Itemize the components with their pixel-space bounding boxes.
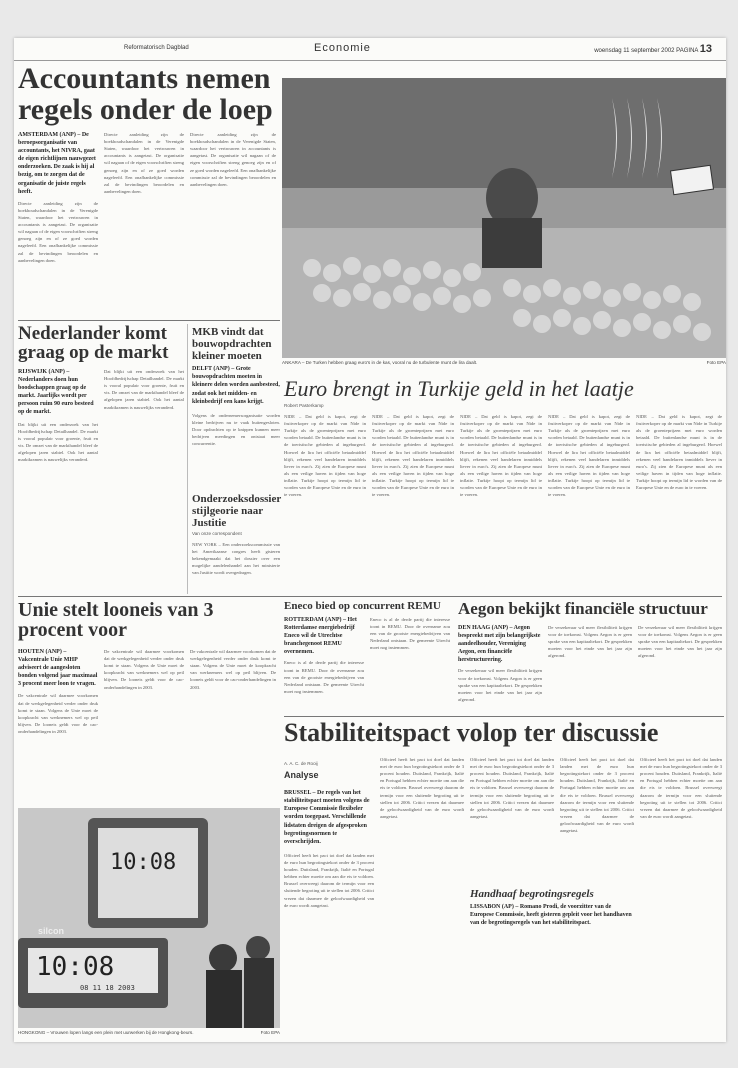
headline-mkb: MKB vindt dat bouwopdrachten kleiner moeten (192, 326, 272, 363)
paper-name: Reformatorisch Dagblad (124, 45, 189, 51)
article-nederlander (18, 324, 186, 363)
article-stijlgeorie (192, 493, 280, 581)
sub-lead: LISSABON (AP) – Romano Prodi, de voorzitter van de Europese Commissie, heeft gisteren gepleit voor het handhaven van de begrotingsregels van het stabiliteitspact. (470, 904, 632, 927)
body-aegon-3: De verzekeraar wil meer flexibiliteit krijgen voor de toekomst. Volgens Aegon is er geen sprake van een kapitaaltekort. De gesprekken moeten voor het einde van het jaar zijn afgerond. (638, 625, 722, 659)
clock-display-top: 10:08 (110, 850, 177, 875)
byline-stabiliteit: A. A. C. de Rooij (284, 760, 318, 766)
vertical-rule-1 (187, 324, 188, 594)
lead-eneco: ROTTERDAM (ANP) – Het Rotterdamse energiebedrijf Eneco wil de Utrechtse branchegenoot REMU overnemen. (284, 617, 357, 656)
body-turkije-2: NIDE – Dat geld is kapot, zegt de fruitverkoper op de markt van Nide in Turkije als de groenteprijzen met euro worden betaald. De buitenlandse munt is in de toeristische gebieden al ingeburgerd. Hoewel de lira het officiële betaalmiddel blijft, rekenen veel handelaren inmiddels liever in euro's. Zij zien de Europese munt als een veilige haven in tijden van hoge inflatie. Turkije hoopt op termijn lid te worden van de Europese Unie en de euro in te voeren. (372, 414, 454, 498)
stabiliteit-subsection (470, 888, 634, 933)
body-stabiliteit-3: Officieel heeft het pact tot doel dat landen met de euro hun begrotingstekort onder de 3 procent houden. Duitsland, Frankrijk, Italië en Portugal hebben echter moeite om aan die eis te voldoen. Brussel overweegt daarom de termijn voor een sluitende begroting uit te stellen tot 2006. Critici vrezen dat daarmee de geloofwaardigheid van de euro wordt aangetast. (470, 757, 554, 819)
clock-caption-block (18, 1030, 280, 1036)
headline-nederlander: Nederlander komt graag op de markt (18, 323, 169, 364)
headline-accountants: Accountants nemen regels onder de loep (18, 62, 273, 126)
turkije-col-3 (460, 413, 542, 593)
body-turkije-1: NIDE – Dat geld is kapot, zegt de fruitverkoper op de markt van Nide in Turkije als de groenteprijzen met euro worden betaald. De buitenlandse munt is in de toeristische gebieden al ingeburgerd. Hoewel de lira het officiële betaalmiddel blijft, rekenen veel handelaren inmiddels liever in euro's. Zij zien de Europese munt als een veilige haven in tijden van hoge inflatie. Turkije hoopt op termijn lid te worden van de Europese Unie en de euro in te voeren. (284, 414, 366, 498)
market-photo-illustration (282, 78, 726, 358)
turkije-col-4 (548, 413, 630, 593)
page-number: 13 (699, 43, 712, 55)
stabiliteit-col-5 (640, 756, 722, 1026)
clock-caption: HONGKONG – Vrouwen lopen langs een plein met uurwerken bij de Hongkong-beurs. (18, 1030, 194, 1035)
unie-col-1 (18, 648, 98, 735)
clock-credit: Foto EPA (260, 1030, 280, 1035)
rule-1 (18, 320, 280, 321)
headline-turkije: Euro brengt in Turkije geld in het laatje (284, 376, 634, 401)
subhead-begrotingsregels: Handhaaf begrotingsregels (470, 888, 594, 900)
body-stabiliteit: Officieel heeft het pact tot doel dat landen met de euro hun begrotingstekort onder de 3 procent houden. Duitsland, Frankrijk, Italië en Portugal hebben echter moeite om aan die eis te voldoen. Brussel overweegt daarom de termijn voor een sluitende begroting uit te stellen tot 2006. Critici vrezen dat daarmee de geloofwaardigheid van de euro wordt aangetast. (284, 852, 374, 908)
article-mkb (192, 326, 280, 452)
eneco-col-2 (370, 616, 450, 711)
unie-col-3 (190, 648, 276, 803)
clock-date: 08 11 18 2003 (80, 984, 135, 992)
body-unie-3: De vakcentrale wil daarmee voorkomen dat de werkgelegenheid verder onder druk komt te staan. Volgens de Unie moet de koopkracht van werknemers wel op peil blijven. De looneis geldt voor de cao-onderhandelingen in 2003. (190, 649, 276, 690)
body-eneco: Eneco is al de derde partij die interesse toont in REMU. Door de overname zou een van de grootste energiebedrijven van Nederland ontstaan. De gemeente Utrecht moet nog instemmen. (284, 660, 364, 694)
rule-2 (18, 596, 722, 597)
headline-stijlgeorie: Onderzoeksdossier stijlgeorie naar Justitie (192, 493, 282, 530)
body-turkije-5: NIDE – Dat geld is kapot, zegt de fruitverkoper op de markt van Nide in Turkije als de groenteprijzen met euro worden betaald. De buitenlandse munt is in de toeristische gebieden al ingeburgerd. Hoewel de lira het officiële betaalmiddel blijft, rekenen veel handelaren inmiddels liever in euro's. Zij zien de Europese munt als een veilige haven in tijden van hoge inflatie. Turkije hoopt op termijn lid te worden van de Europese Unie en de euro in te voeren. (636, 414, 722, 491)
market-caption: ANKARA – De Turken hebben graag euro's in de kas, vooral nu de turbulente munt de lira daalt. (282, 360, 478, 365)
body-accountants-3: Directe aanleiding zijn de boekhoudschandalen in de Verenigde Staten, waardoor het vertrouwen in accountants is aangetast. De organisatie wil nagaan of de eigen voorschriften streng genoeg zijn en of ze goed worden nageleefd. Een onafhankelijke commissie zal de bevindingen beoordelen en aanbevelingen doen. (190, 132, 276, 187)
headline-eneco: Eneco bied op concurrent REMU (284, 600, 441, 612)
headline-unie: Unie stelt looneis van 3 procent voor (18, 599, 214, 642)
body-eneco-2: Eneco is al de derde partij die interesse toont in REMU. Door de overname zou een van de grootste energiebedrijven van Nederland ontstaan. De gemeente Utrecht moet nog instemmen. (370, 617, 450, 651)
stabiliteit-intro (284, 756, 374, 913)
article-turkije (284, 378, 724, 413)
page-label: PAGINA (676, 48, 699, 54)
clock-brand: silcon (38, 926, 65, 936)
byline-turkije: Robert Pasterkamp (284, 403, 324, 409)
lead-stabiliteit: BRUSSEL – De regels van het stabiliteitspact moeten volgens de Europese Commissie flexibeler worden toegepast. Verschillende lidstaten dreigen de afgesproken begrotingsnormen te overschrijden. (284, 790, 370, 845)
turkije-col-5 (636, 413, 722, 593)
headline-aegon: Aegon bekijkt financiële structuur (458, 599, 708, 618)
body-aegon-2: De verzekeraar wil meer flexibiliteit krijgen voor de toekomst. Volgens Aegon is er geen sprake van een kapitaaltekort. De gesprekken moeten voor het einde van het jaar zijn afgerond. (548, 625, 632, 659)
article-eneco (284, 600, 452, 612)
lead-unie: HOUTEN (ANP) – Vakcentrale Unie MHP adviseert de aangesloten bonden volgend jaar maximaal 3 procent meer loon te vragen. (18, 649, 98, 688)
body-unie: De vakcentrale wil daarmee voorkomen dat de werkgelegenheid verder onder druk komt te staan. Volgens de Unie moet de koopkracht van werknemers wel op peil blijven. De looneis geldt voor de cao-onderhandelingen in 2003. (18, 693, 98, 735)
nederlander-col-1 (18, 368, 98, 463)
body-turkije-4: NIDE – Dat geld is kapot, zegt de fruitverkoper op de markt van Nide in Turkije als de groenteprijzen met euro worden betaald. De buitenlandse munt is in de toeristische gebieden al ingeburgerd. Hoewel de lira het officiële betaalmiddel blijft, rekenen veel handelaren inmiddels liever in euro's. Zij zien de Europese munt als een veilige haven in tijden van hoge inflatie. Turkije hoopt op termijn lid te worden van de Europese Unie en de euro in te voeren. (548, 414, 630, 498)
aegon-col-1 (458, 624, 542, 703)
body-nederlander: Dat blijkt uit een onderzoek van het Hoofdbedrijfschap Detailhandel. De markt is vooral populair voor groente, fruit en vis. De omzet van de markthandel bleef de afgelopen jaren stabiel. Ook het aantal marktkramen is nauwelijks veranderd. (18, 421, 98, 463)
article-accountants (18, 64, 280, 125)
body-accountants: Directe aanleiding zijn de boekhoudschandalen in de Verenigde Staten, waardoor het vertrouwen in accountants is aangetast. De organisatie wil nagaan of de eigen voorschriften streng genoeg zijn en of ze goed worden nageleefd. Een onafhankelijke commissie zal de bevindingen beoordelen en aanbevelingen doen. (18, 200, 98, 263)
kicker-analyse: Analyse (284, 770, 319, 781)
lead-aegon: DEN HAAG (ANP) – Aegon bespreekt met zijn belangrijkste aandeelhouder, Vereniging Aegon, een financiële herstructurering. (458, 625, 541, 664)
body-turkije-3: NIDE – Dat geld is kapot, zegt de fruitverkoper op de markt van Nide in Turkije als de groenteprijzen met euro worden betaald. De buitenlandse munt is in de toeristische gebieden al ingeburgerd. Hoewel de lira het officiële betaalmiddel blijft, rekenen veel handelaren inmiddels liever in euro's. Zij zien de Europese munt als een veilige haven in tijden van hoge inflatie. Turkije hoopt op termijn lid te worden van de Europese Unie en de euro in te voeren. (460, 414, 542, 498)
lead-accountants: AMSTERDAM (ANP) – De beroepsorganisatie van accountants, het NIVRA, gaat de eigen richtlijnen nauwgezet onderzoeken. De zaak is hij al bezig, om te zorgen dat de organisatie de juiste regels heeft. (18, 132, 96, 195)
masthead (14, 38, 726, 61)
body-mkb: Volgens de ondernemersorganisatie worden kleine bedrijven nu te vaak buitengesloten. Door opdrachten op te knippen kunnen meer bedrijven meedingen en ontstaat meer concurrentie. (192, 412, 280, 447)
market-photo (282, 78, 726, 358)
nederlander-col-2 (104, 368, 184, 593)
newspaper-page (14, 38, 726, 1042)
lead-mkb: DELFT (ANP) – Grote bouwopdrachten moeten in kleinere delen worden aanbesteed, zodat ook het midden- en kleinbedrijf een kans krijgt. (192, 366, 280, 405)
clock-photo (18, 808, 280, 1028)
aegon-col-3 (638, 624, 722, 714)
market-caption-block (282, 360, 726, 366)
clock-photo-illustration (18, 808, 280, 1028)
headline-stabiliteit: Stabiliteitspact volop ter discussie (284, 718, 659, 747)
body-stijlgeorie: NEW YORK – Een onderzoekscommissie van het Amerikaanse congres heeft gisteren bekendgemaakt dat het dossier over een mogelijke aandelenhandel aan het ministerie van Justitie wordt overgedragen. (192, 541, 280, 576)
page-date (594, 43, 712, 55)
article-unie (18, 600, 280, 641)
body-aegon: De verzekeraar wil meer flexibiliteit krijgen voor de toekomst. Volgens Aegon is er geen sprake van een kapitaaltekort. De gesprekken moeten voor het einde van het jaar zijn afgerond. (458, 668, 542, 702)
body-stabiliteit-5: Officieel heeft het pact tot doel dat landen met de euro hun begrotingstekort onder de 3 procent houden. Duitsland, Frankrijk, Italië en Portugal hebben echter moeite om aan die eis te voldoen. Brussel overweegt daarom de termijn voor een sluitende begroting uit te stellen tot 2006. Critici vrezen dat daarmee de geloofwaardigheid van de euro wordt aangetast. (640, 757, 722, 819)
body-stabiliteit-2: Officieel heeft het pact tot doel dat landen met de euro hun begrotingstekort onder de 3 procent houden. Duitsland, Frankrijk, Italië en Portugal hebben echter moeite om aan die eis te voldoen. Brussel overweegt daarom de termijn voor een sluitende begroting uit te stellen tot 2006. Critici vrezen dat daarmee de geloofwaardigheid van de euro wordt aangetast. (380, 757, 464, 819)
accountants-col-3 (190, 131, 276, 319)
market-credit: Foto EPA (706, 360, 726, 365)
stabiliteit-col-2 (380, 756, 464, 1026)
article-aegon (458, 600, 724, 617)
rule-3 (284, 716, 724, 717)
body-nederlander-2: Dat blijkt uit een onderzoek van het Hoofdbedrijfschap Detailhandel. De markt is vooral populair voor groente, fruit en vis. De omzet van de markthandel bleef de afgelopen jaren stabiel. Ook het aantal marktkramen is nauwelijks veranderd. (104, 369, 184, 410)
stabiliteit-col-3 (470, 756, 554, 886)
aegon-col-2 (548, 624, 632, 714)
clock-display-bottom: 10:08 (36, 952, 115, 982)
turkije-col-2 (372, 413, 454, 593)
unie-col-2 (104, 648, 184, 803)
section-name: Economie (314, 42, 371, 54)
accountants-col-1 (18, 131, 98, 264)
eneco-col-1 (284, 616, 364, 695)
byline-stijlgeorie: Van onze correspondent (192, 531, 242, 537)
body-accountants-2: Directe aanleiding zijn de boekhoudschandalen in de Verenigde Staten, waardoor het vertrouwen in accountants is aangetast. De organisatie wil nagaan of de eigen voorschriften streng genoeg zijn en of ze goed worden nageleefd. Een onafhankelijke commissie zal de bevindingen beoordelen en aanbevelingen doen. (104, 132, 184, 194)
accountants-col-2 (104, 131, 184, 319)
turkije-col-1 (284, 413, 366, 593)
body-unie-2: De vakcentrale wil daarmee voorkomen dat de werkgelegenheid verder onder druk komt te staan. Volgens de Unie moet de koopkracht van werknemers wel op peil blijven. De looneis geldt voor de cao-onderhandelingen in 2003. (104, 649, 184, 690)
lead-nederlander: RIJSWIJK (ANP) – Nederlanders doen hun boodschappen graag op de markt. Jaarlijks wordt per persoon ruim 90 euro besteed op de markt. (18, 369, 94, 416)
article-stabiliteit (284, 720, 724, 747)
stabiliteit-col-4 (560, 756, 634, 886)
date-text: woensdag 11 september 2002 (594, 48, 675, 54)
body-stabiliteit-4: Officieel heeft het pact tot doel dat landen met de euro hun begrotingstekort onder de 3 procent houden. Duitsland, Frankrijk, Italië en Portugal hebben echter moeite om aan die eis te voldoen. Brussel overweegt daarom de termijn voor een sluitende begroting uit te stellen tot 2006. Critici vrezen dat daarmee de geloofwaardigheid van de euro wordt aangetast. (560, 757, 634, 834)
